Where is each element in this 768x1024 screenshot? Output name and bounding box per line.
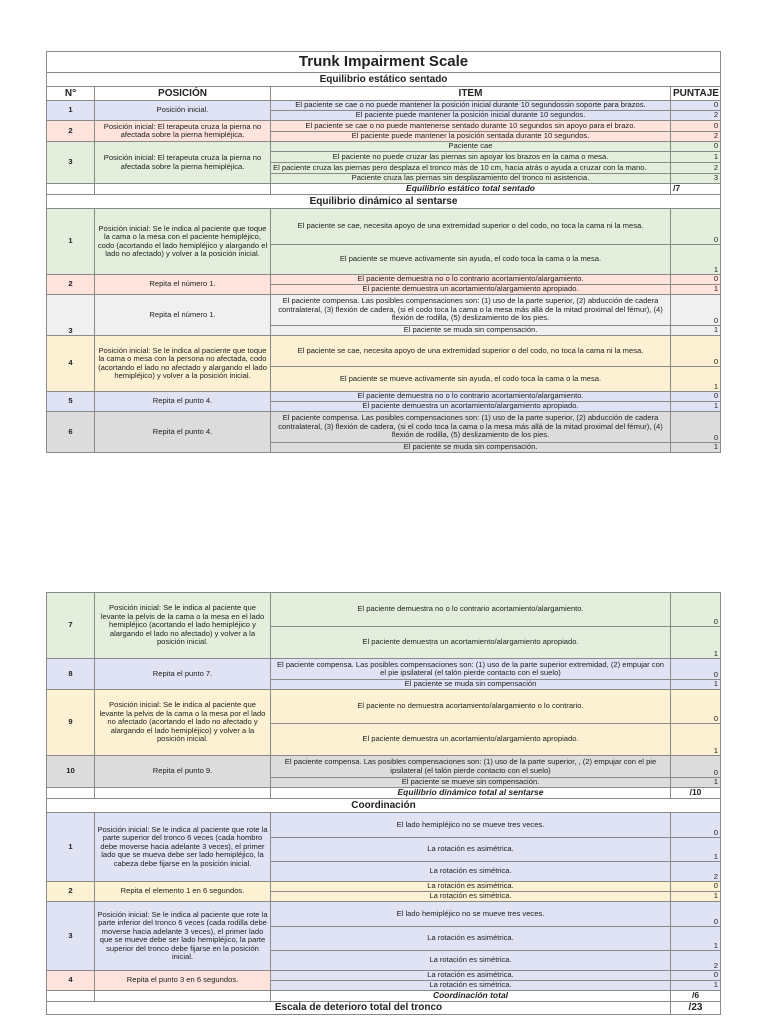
row-item: Paciente cae	[271, 142, 671, 152]
row-score: 0	[671, 101, 721, 111]
row-number: 8	[47, 659, 95, 690]
row-item: El paciente se muda sin compensación.	[271, 443, 671, 453]
row-position: Posición inicial: Se le indica al paciente que toque la cama o mesa con la persona no afectada, codo (acortando el lado no afectado y alargando el lado hemipléjico) y volver a la posición inicial.	[95, 336, 271, 392]
row-score: 0	[671, 275, 721, 285]
table-row	[47, 121, 721, 132]
row-score: 0	[671, 209, 721, 245]
table-row	[47, 690, 721, 724]
row-number: 1	[47, 101, 95, 121]
row-score: 0	[671, 813, 721, 838]
row-score: 3	[671, 174, 721, 184]
table-row	[47, 659, 721, 680]
row-score: 0	[671, 412, 721, 443]
row-item: El paciente demuestra no o lo contrario acortamiento/alargamiento.	[271, 593, 671, 627]
row-score: 1	[671, 402, 721, 412]
row-score: 0	[671, 690, 721, 724]
row-score: 1	[671, 285, 721, 295]
section-title-static: Equilibrio estático sentado	[47, 73, 721, 87]
table-row	[47, 593, 721, 627]
table-row	[47, 209, 721, 245]
row-item: La rotación es asimétrica.	[271, 838, 671, 862]
row-item: El lado hemipléjico no se mueve tres veces.	[271, 902, 671, 927]
row-item: El paciente puede mantener la posición sentada durante 10 segundos.	[271, 132, 671, 142]
row-score: 2	[671, 132, 721, 142]
row-number: 3	[47, 902, 95, 971]
row-score: 1	[671, 680, 721, 690]
row-score: 0	[671, 121, 721, 132]
row-item: El paciente no puede cruzar las piernas sin apoyar los brazos en la cama o mesa.	[271, 152, 671, 163]
trunk-impairment-table-part2	[46, 592, 721, 1015]
row-item: El paciente demuestra un acortamiento/alargamiento apropiado.	[271, 724, 671, 756]
row-number: 10	[47, 756, 95, 788]
row-item: El paciente compensa. Las posibles compensaciones son: (1) uso de la parte superior, (2) abducción de cadera contralateral, (3) flexión de cadera, (si el codo toca la cama o la mesa más allá de la mitad proximal del fémur), (4) flexión de rodilla, (5) deslizamiento de los pies.	[271, 412, 671, 443]
row-number: 2	[47, 121, 95, 142]
row-position: Posición inicial: Se le indica al paciente que levante la pelvis de la cama o la mesa por el lado no afectado (acortando el lado no afectado y alargando el lado hemipléjico) y volver a la posición inicial.	[95, 690, 271, 756]
row-item: El paciente se muda sin compensación	[271, 680, 671, 690]
header-position: POSICIÓN	[95, 87, 271, 101]
row-item: La rotación es simétrica.	[271, 892, 671, 902]
static-balance-total: /7	[671, 184, 721, 195]
row-score: 2	[671, 862, 721, 882]
row-item: Paciente cruza las piernas sin desplazamiento del tronco ni asistencia.	[271, 174, 671, 184]
row-score: 1	[671, 724, 721, 756]
row-position: Repita el punto 3 en 6 segundos.	[95, 971, 271, 991]
row-score: 0	[671, 593, 721, 627]
row-item: El paciente se cae o no puede mantener la posición inicial durante 10 segundossin soporte para brazos.	[271, 101, 671, 111]
table-row	[47, 756, 721, 778]
table-row	[47, 336, 721, 367]
row-position: Repita el punto 4.	[95, 412, 271, 453]
row-score: 1	[671, 627, 721, 659]
table-row	[47, 813, 721, 838]
row-number: 3	[47, 295, 95, 336]
row-position: Repita el punto 7.	[95, 659, 271, 690]
row-number: 2	[47, 882, 95, 902]
row-number: 3	[47, 142, 95, 184]
row-score: 0	[671, 902, 721, 927]
row-score: 1	[671, 838, 721, 862]
row-position: Repita el número 1.	[95, 295, 271, 336]
row-score: 0	[671, 659, 721, 680]
coordination-total: /6	[671, 991, 721, 1002]
header-num: N°	[47, 87, 95, 101]
row-score: 0	[671, 971, 721, 981]
row-number: 6	[47, 412, 95, 453]
row-position: Repita el punto 9.	[95, 756, 271, 788]
row-score: 2	[671, 163, 721, 174]
table-row	[47, 275, 721, 285]
row-item: El paciente demuestra un acortamiento/alargamiento apropiado.	[271, 285, 671, 295]
row-score: 2	[671, 951, 721, 971]
row-item: El paciente se cae, necesita apoyo de una extremidad superior o del codo, no toca la cama ni la mesa.	[271, 336, 671, 367]
row-item: El paciente puede mantener la posición inicial durante 10 segundos.	[271, 111, 671, 121]
row-score: 0	[671, 142, 721, 152]
table-row	[47, 882, 721, 892]
row-position: Posición inicial: Se le indica al paciente que rote la parte inferior del tronco 6 veces (cada rodilla debe moverse hacia adelante 3 veces), el primer lado que se mueve debe ser lado hemipléjico, la parte superior del tronco debe fijarse en la posición inicial.	[95, 902, 271, 971]
row-position: Posición inicial: Se le indica al paciente que rote la parte superior del tronco 6 veces (cada hombro debe moverse hacia adelante 3 veces), el primer lado que se mueva debe ser lado hemipléjico, la cabeza debe fijarse en la posición inicial.	[95, 813, 271, 882]
row-position: Posición inicial: El terapeuta cruza la pierna no afectada sobre la pierna hemipléjica.	[95, 121, 271, 142]
table-row	[47, 142, 721, 152]
table-row	[47, 412, 721, 443]
row-item: La rotación es simétrica.	[271, 951, 671, 971]
row-score: 1	[671, 326, 721, 336]
row-item: El paciente demuestra un acortamiento/alargamiento apropiado.	[271, 402, 671, 412]
row-score: 0	[671, 756, 721, 778]
row-score: 0	[671, 392, 721, 402]
row-item: El paciente se cae o no puede mantenerse sentado durante 10 segundos sin apoyo para el brazo.	[271, 121, 671, 132]
row-item: El paciente se mueve activamente sin ayuda, el codo toca la cama o la mesa.	[271, 245, 671, 275]
coordination-total-label: Coordinación total	[271, 991, 671, 1002]
row-score: 1	[671, 443, 721, 453]
row-number: 4	[47, 336, 95, 392]
dynamic-balance-total-label: Equilibrio dinámico total al sentarse	[271, 788, 671, 799]
row-score: 1	[671, 927, 721, 951]
row-item: El paciente demuestra no o lo contrario acortamiento/alargamiento.	[271, 392, 671, 402]
row-item: El paciente compensa. Las posibles compensaciones son: (1) uso de la parte superior, , (2) empujar con el pie ipsilateral (el talón pierde contacto con el suelo)	[271, 756, 671, 778]
row-number: 1	[47, 209, 95, 275]
row-item: La rotación es asimétrica.	[271, 927, 671, 951]
dynamic-balance-total: /10	[671, 788, 721, 799]
row-score: 1	[671, 367, 721, 392]
row-item: La rotación es asimétrica.	[271, 882, 671, 892]
row-position: Posición inicial: El terapeuta cruza la pierna no afectada sobre la pierna hemipléjica.	[95, 142, 271, 184]
row-score: 1	[671, 892, 721, 902]
row-item: El paciente se cae, necesita apoyo de una extremidad superior o del codo, no toca la cama ni la mesa.	[271, 209, 671, 245]
table-row	[47, 902, 721, 927]
row-item: El paciente no demuestra acortamiento/alargamiento o lo contrario.	[271, 690, 671, 724]
trunk-impairment-table-part1	[46, 51, 721, 453]
table-row	[47, 971, 721, 981]
row-item: La rotación es simétrica.	[271, 981, 671, 991]
row-score: 1	[671, 981, 721, 991]
table-row	[47, 101, 721, 111]
row-item: El paciente se muda sin compensación.	[271, 326, 671, 336]
row-score: 2	[671, 111, 721, 121]
row-item: El lado hemipléjico no se mueve tres veces.	[271, 813, 671, 838]
row-score: 1	[671, 152, 721, 163]
row-number: 1	[47, 813, 95, 882]
section-title-dynamic: Equilibrio dinámico al sentarse	[47, 195, 721, 209]
row-score: 0	[671, 882, 721, 892]
row-position: Repita el punto 4.	[95, 392, 271, 412]
row-number: 7	[47, 593, 95, 659]
row-item: El paciente cruza las piernas pero desplaza el tronco más de 10 cm, hacia atrás o ayuda a cruzar con la mano.	[271, 163, 671, 174]
row-item: El paciente compensa. Las posibles compensaciones son: (1) uso de la parte superior extremidad, (2) empujar con el pie ipsilateral (el talón pierde contacto con el suelo)	[271, 659, 671, 680]
section-title-coordination: Coordinación	[47, 799, 721, 813]
table-row	[47, 392, 721, 402]
row-item: La rotación es simétrica.	[271, 862, 671, 882]
table-row	[47, 295, 721, 326]
grand-total: /23	[671, 1002, 721, 1015]
row-item: El paciente se mueve activamente sin ayuda, el codo toca la cama o la mesa.	[271, 367, 671, 392]
static-balance-total-label: Equilibrio estático total sentado	[271, 184, 671, 195]
header-score: PUNTAJE	[671, 87, 721, 101]
row-number: 5	[47, 392, 95, 412]
row-item: El paciente demuestra un acortamiento/alargamiento apropiado.	[271, 627, 671, 659]
row-item: La rotación es asimétrica.	[271, 971, 671, 981]
row-score: 1	[671, 778, 721, 788]
row-score: 0	[671, 336, 721, 367]
header-item: ITEM	[271, 87, 671, 101]
row-position: Repita el elemento 1 en 6 segundos.	[95, 882, 271, 902]
page-title: Trunk Impairment Scale	[47, 52, 721, 73]
row-position: Posición inicial.	[95, 101, 271, 121]
row-item: El paciente compensa. Las posibles compensaciones son: (1) uso de la parte superior, (2) abducción de cadera contralateral, (3) flexión de cadera, (si el codo toca la cama o la mesa más allá de la mitad proximal del fémur), (4) flexión de rodilla, (5) deslizamiento de los pies.	[271, 295, 671, 326]
row-score: 0	[671, 295, 721, 326]
row-number: 9	[47, 690, 95, 756]
row-score: 1	[671, 245, 721, 275]
row-number: 2	[47, 275, 95, 295]
row-item: El paciente demuestra no o lo contrario acortamiento/alargamiento.	[271, 275, 671, 285]
row-number: 4	[47, 971, 95, 991]
row-position: Repita el número 1.	[95, 275, 271, 295]
row-item: El paciente se mueve sin compensación.	[271, 778, 671, 788]
row-position: Posición inicial: Se le indica al paciente que levante la pelvis de la cama o la mesa en el lado hemipléjico (acortando el lado hemipléjico y alargando el lado no afectado) y volver a la posición inicial.	[95, 593, 271, 659]
row-position: Posición inicial: Se le indica al paciente que toque la cama o la mesa con el paciente hemipléjico, codo (acortando el lado hemipléjico y alargando el lado no afectado) y volver a la posición inicial.	[95, 209, 271, 275]
grand-total-label: Escala de deterioro total del tronco	[47, 1002, 671, 1015]
